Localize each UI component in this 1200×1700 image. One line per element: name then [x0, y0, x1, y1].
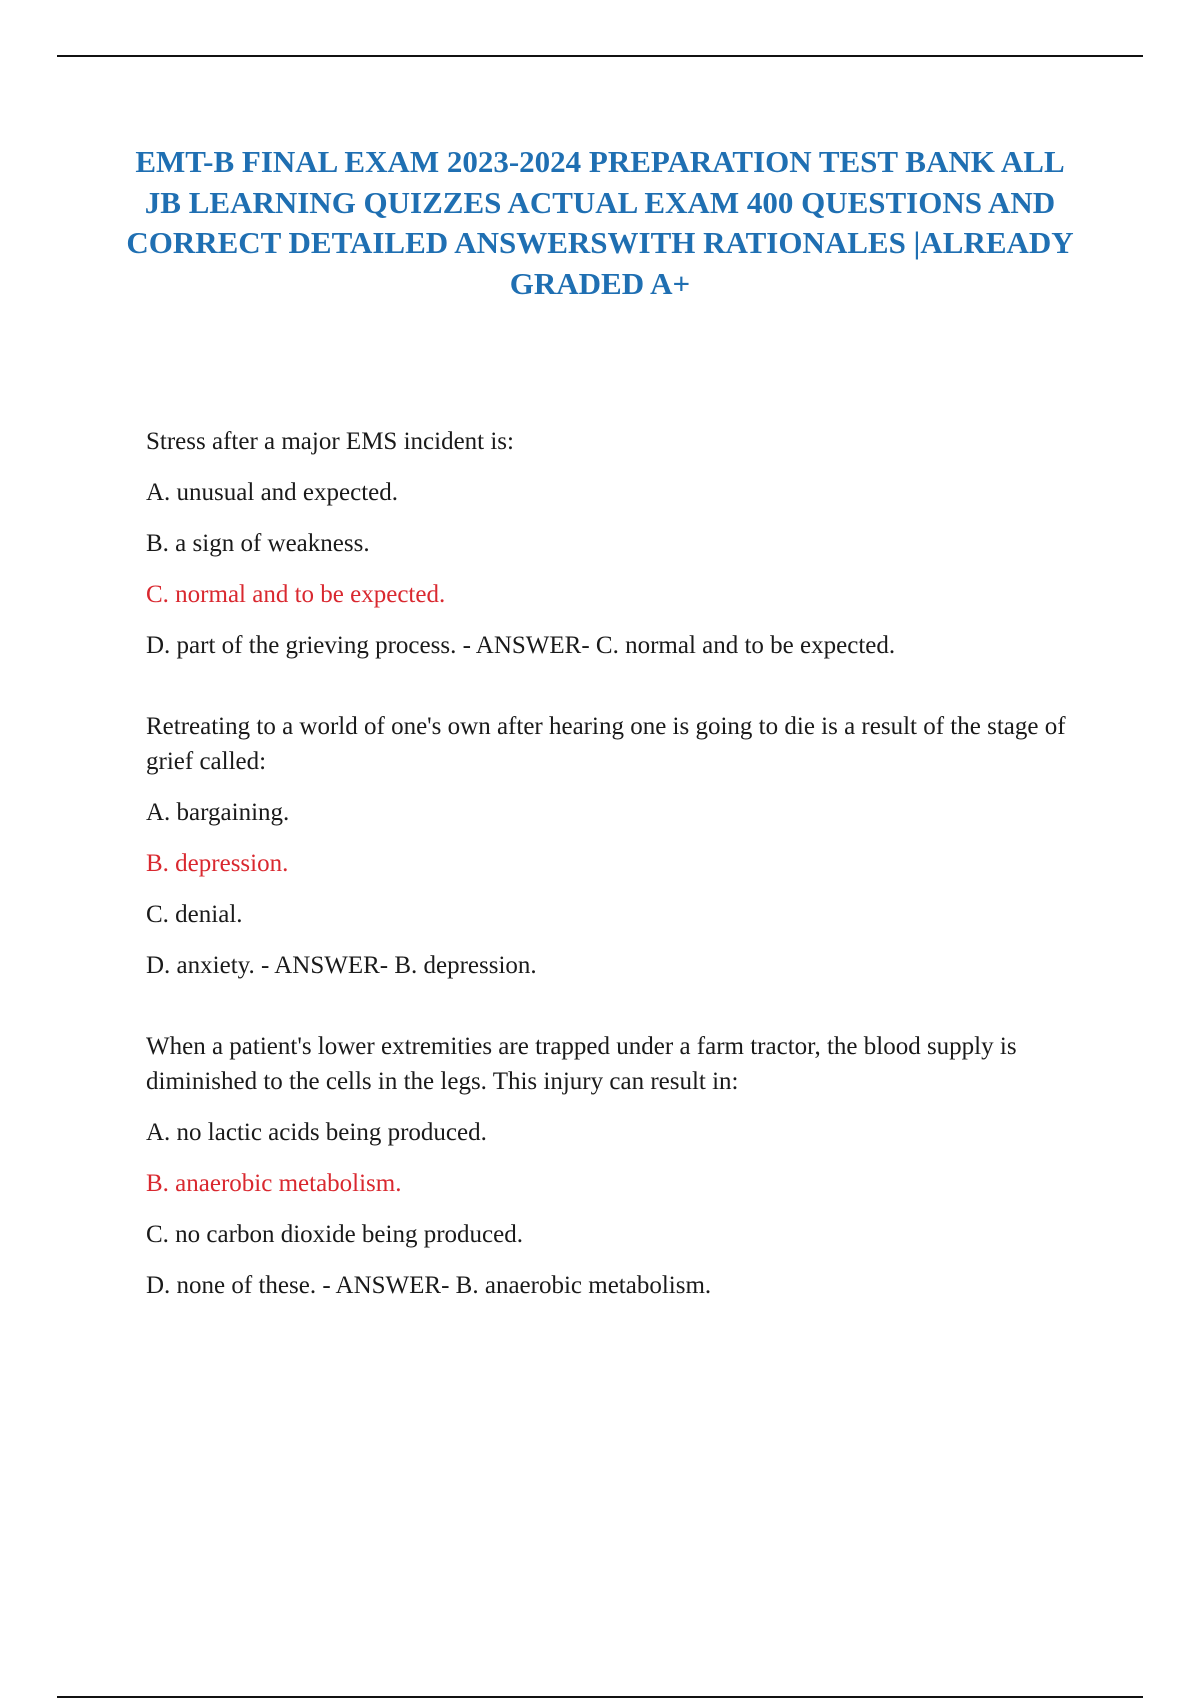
question-1-option-c-correct: C. normal and to be expected. [146, 581, 446, 608]
question-3-option-a: A. no lactic acids being produced. [146, 1119, 487, 1146]
question-3-option-c: C. no carbon dioxide being produced. [146, 1221, 523, 1248]
question-2-option-d-answer: D. anxiety. - ANSWER- B. depression. [146, 952, 537, 979]
question-3 [146, 1029, 1106, 1301]
question-2 [146, 709, 1106, 981]
question-1-option-d-answer: D. part of the grieving process. - ANSWER- C. normal and to be expected. [146, 632, 896, 659]
document-title: EMT-B FINAL EXAM 2023-2024 PREPARATION TEST BANK ALL JB LEARNING QUIZZES ACTUAL EXAM 400 QUESTIONS AND CORRECT DETAILED ANSWERSWITH RATIONALES |ALREADY GRADED A+ [126, 144, 1074, 301]
question-2-option-b-correct: B. depression. [146, 850, 289, 877]
question-3-text: When a patient's lower extremities are trapped under a farm tractor, the blood supply is diminished to the cells in the legs. This injury can result in: [146, 1033, 1017, 1095]
question-2-option-c: C. denial. [146, 901, 243, 928]
question-1-option-b: B. a sign of weakness. [146, 530, 370, 557]
question-1 [146, 424, 1106, 661]
question-2-option-a: A. bargaining. [146, 799, 290, 826]
question-1-text: Stress after a major EMS incident is: [146, 428, 514, 455]
question-1-option-a: A. unusual and expected. [146, 479, 399, 506]
question-list [146, 424, 1106, 1349]
question-2-text: Retreating to a world of one's own after hearing one is going to die is a result of the stage of grief called: [146, 713, 1066, 775]
bottom-rule [57, 1696, 1143, 1698]
top-rule [57, 55, 1143, 57]
question-3-option-b-correct: B. anaerobic metabolism. [146, 1170, 402, 1197]
question-3-option-d-answer: D. none of these. - ANSWER- B. anaerobic metabolism. [146, 1272, 712, 1299]
